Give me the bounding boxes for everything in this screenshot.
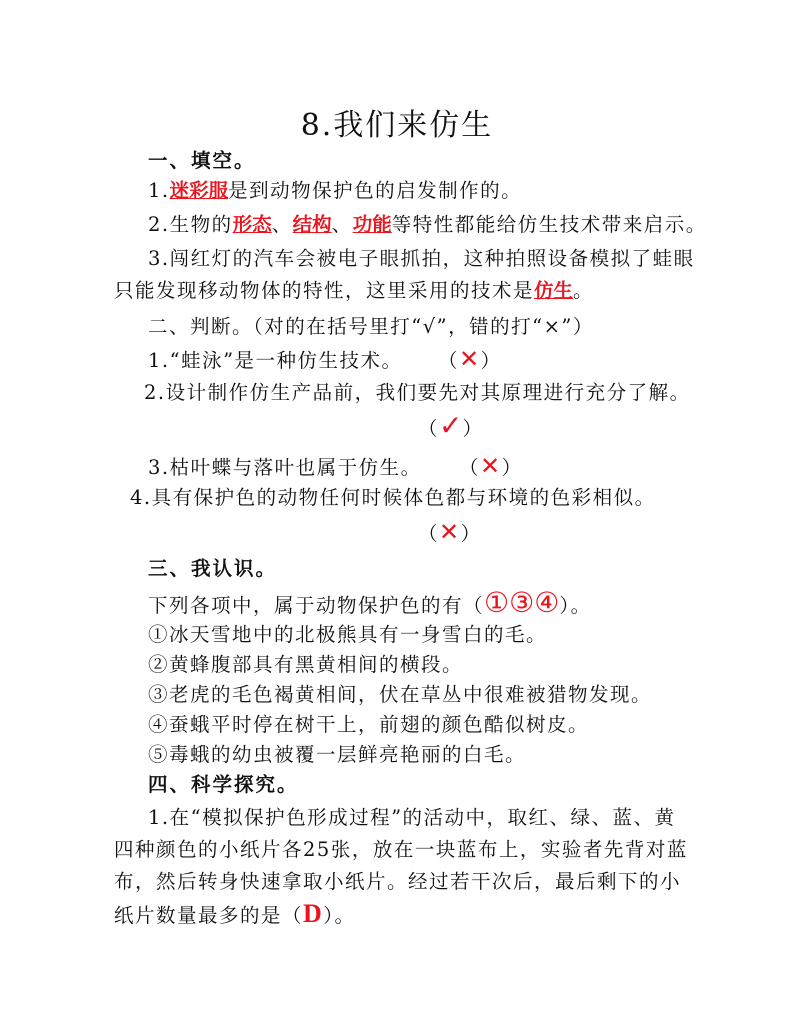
fill-question-2 — [148, 211, 707, 239]
section-1-heading: 一、填空。 — [148, 149, 256, 172]
answer-text: 迷彩服 — [169, 179, 229, 202]
option-item: ③老虎的毛色褐黄相间，伏在草丛中很难被猎物发现。 — [148, 683, 653, 706]
separator: 、 — [271, 213, 293, 236]
question-number: 2. — [148, 213, 170, 236]
judge-question-4: 4.具有保护色的动物任何时候体色都与环境的色彩相似。 — [130, 486, 656, 509]
section-3-heading: 三、我认识。 — [148, 557, 278, 580]
answer-text: 结构 — [292, 213, 332, 236]
option-item: ①冰天雪地中的北极熊具有一身雪白的毛。 — [148, 623, 548, 646]
explore-question-line-2: 四种颜色的小纸片各25张，放在一块蓝布上，实验者先背对蓝 — [114, 838, 688, 861]
separator: 、 — [331, 213, 353, 236]
question-text: 3.枯叶蝶与落叶也属于仿生。 — [148, 456, 422, 479]
answer-text: 功能 — [352, 213, 392, 236]
answer-text: ①③④ — [484, 586, 560, 619]
question-text: 下列各项中，属于动物保护色的有（ — [148, 594, 485, 617]
judge-question-2: 2.设计制作仿生产品前，我们要先对其原理进行充分了解。 — [144, 381, 691, 404]
judge-answer-4: （✕） — [418, 518, 482, 546]
answer-bracket: （✕） — [437, 345, 502, 373]
question-number: 1. — [148, 179, 170, 202]
page-title: 8.我们来仿生 — [300, 108, 494, 143]
judge-question-1 — [148, 345, 502, 375]
option-item: ②黄蜂腹部具有黑黄相间的横段。 — [148, 653, 464, 676]
question-text: 等特性都能给仿生技术带来启示。 — [391, 213, 707, 236]
cross-mark-icon: ✕ — [458, 345, 481, 373]
explore-question-line-1: 1.在“模拟保护色形成过程”的活动中，取红、绿、蓝、黄 — [148, 806, 676, 829]
cross-mark-icon: ✕ — [480, 452, 502, 480]
explore-question-line-3: 布，然后转身快速拿取小纸片。经过若干次后，最后剩下的小 — [114, 870, 682, 893]
judge-question-3 — [148, 452, 523, 482]
question-text: 。 — [573, 279, 595, 302]
cross-mark-icon: ✕ — [439, 518, 461, 546]
option-item: ④蚕蛾平时停在树干上，前翅的颜色酷似树皮。 — [148, 713, 590, 736]
section-4-heading: 四、科学探究。 — [148, 773, 299, 796]
answer-text: 形态 — [232, 213, 272, 236]
explore-question-line-4 — [114, 900, 356, 930]
question-text: ）。 — [323, 904, 356, 927]
fill-question-1 — [148, 177, 522, 205]
choice-question — [148, 586, 592, 620]
question-text: 生物的 — [169, 213, 233, 236]
fill-question-3-line-2 — [114, 277, 594, 305]
answer-bracket: （✕） — [459, 452, 523, 480]
question-text: 纸片数量最多的是（ — [114, 904, 304, 927]
section-2-heading: 二、判断。（对的在括号里打“√”，错的打“×”） — [148, 315, 594, 338]
check-mark-icon: ✓ — [439, 409, 463, 442]
question-text: ）。 — [559, 594, 592, 617]
option-item: ⑤毒蛾的幼虫被覆一层鲜亮艳丽的白毛。 — [148, 743, 527, 766]
fill-question-3-line-1: 3.闯红灯的汽车会被电子眼抓拍，这种拍照设备模拟了蛙眼 — [148, 247, 695, 270]
judge-answer-2: （✓） — [418, 409, 484, 442]
question-text: 只能发现移动物体的特性，这里采用的技术是 — [114, 279, 535, 302]
question-text: 1.“蛙泳”是一种仿生技术。 — [148, 349, 403, 372]
question-text: 是到动物保护色的启发制作的。 — [228, 179, 523, 202]
answer-text: D — [303, 899, 324, 928]
answer-text: 仿生 — [534, 279, 574, 302]
